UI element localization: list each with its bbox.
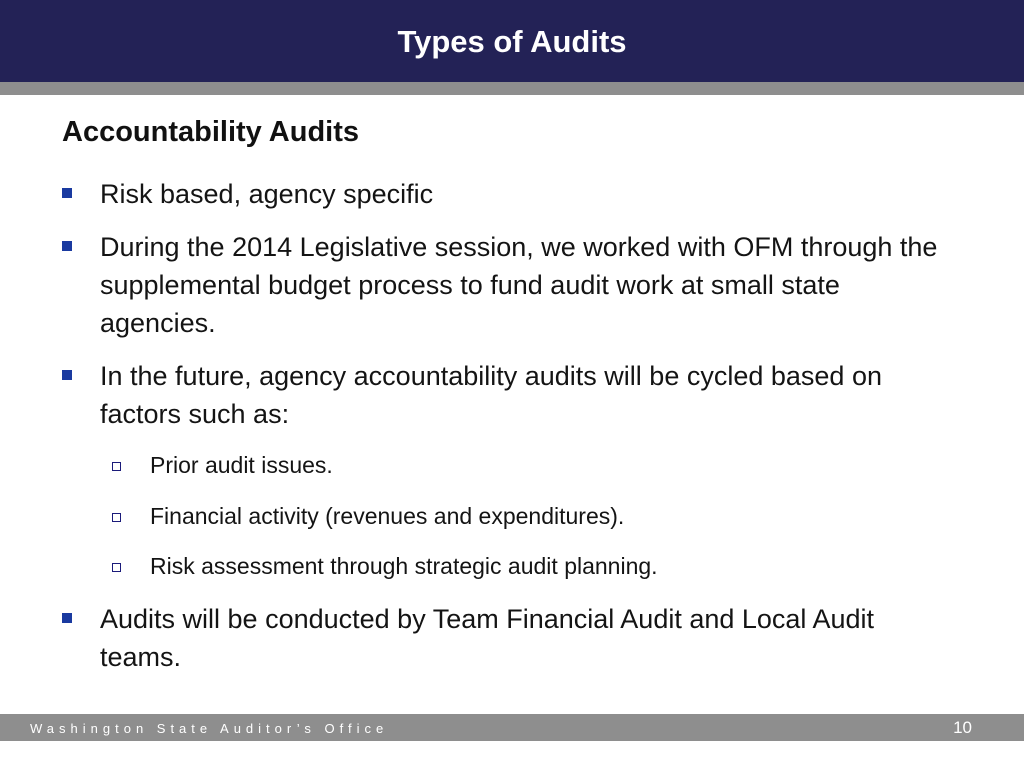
- square-bullet-icon: [62, 613, 72, 623]
- hollow-square-bullet-icon: [112, 462, 121, 471]
- sub-bullet-text: Financial activity (revenues and expenditures).: [150, 503, 625, 529]
- sub-bullet-text: Prior audit issues.: [150, 452, 333, 478]
- section-heading: Accountability Audits: [62, 116, 359, 148]
- square-bullet-icon: [62, 241, 72, 251]
- sub-bullet-text: Risk assessment through strategic audit planning.: [150, 553, 658, 579]
- bullet-text: During the 2014 Legislative session, we worked with OFM through the supplemental budget process to fund audit work at small state agencies.: [100, 232, 938, 338]
- footer-organization: Washington State Auditor’s Office: [30, 721, 389, 736]
- square-bullet-icon: [62, 188, 72, 198]
- bullet-text: In the future, agency accountability audits will be cycled based on factors such as:: [100, 361, 882, 429]
- slide-title: Types of Audits: [397, 24, 627, 59]
- square-bullet-icon: [62, 370, 72, 380]
- hollow-square-bullet-icon: [112, 563, 121, 572]
- bullet-text: Risk based, agency specific: [100, 179, 434, 209]
- page-number: 10: [953, 718, 972, 737]
- hollow-square-bullet-icon: [112, 513, 121, 522]
- bullet-text: Audits will be conducted by Team Financial Audit and Local Audit teams.: [100, 604, 874, 672]
- title-divider: [0, 82, 1024, 95]
